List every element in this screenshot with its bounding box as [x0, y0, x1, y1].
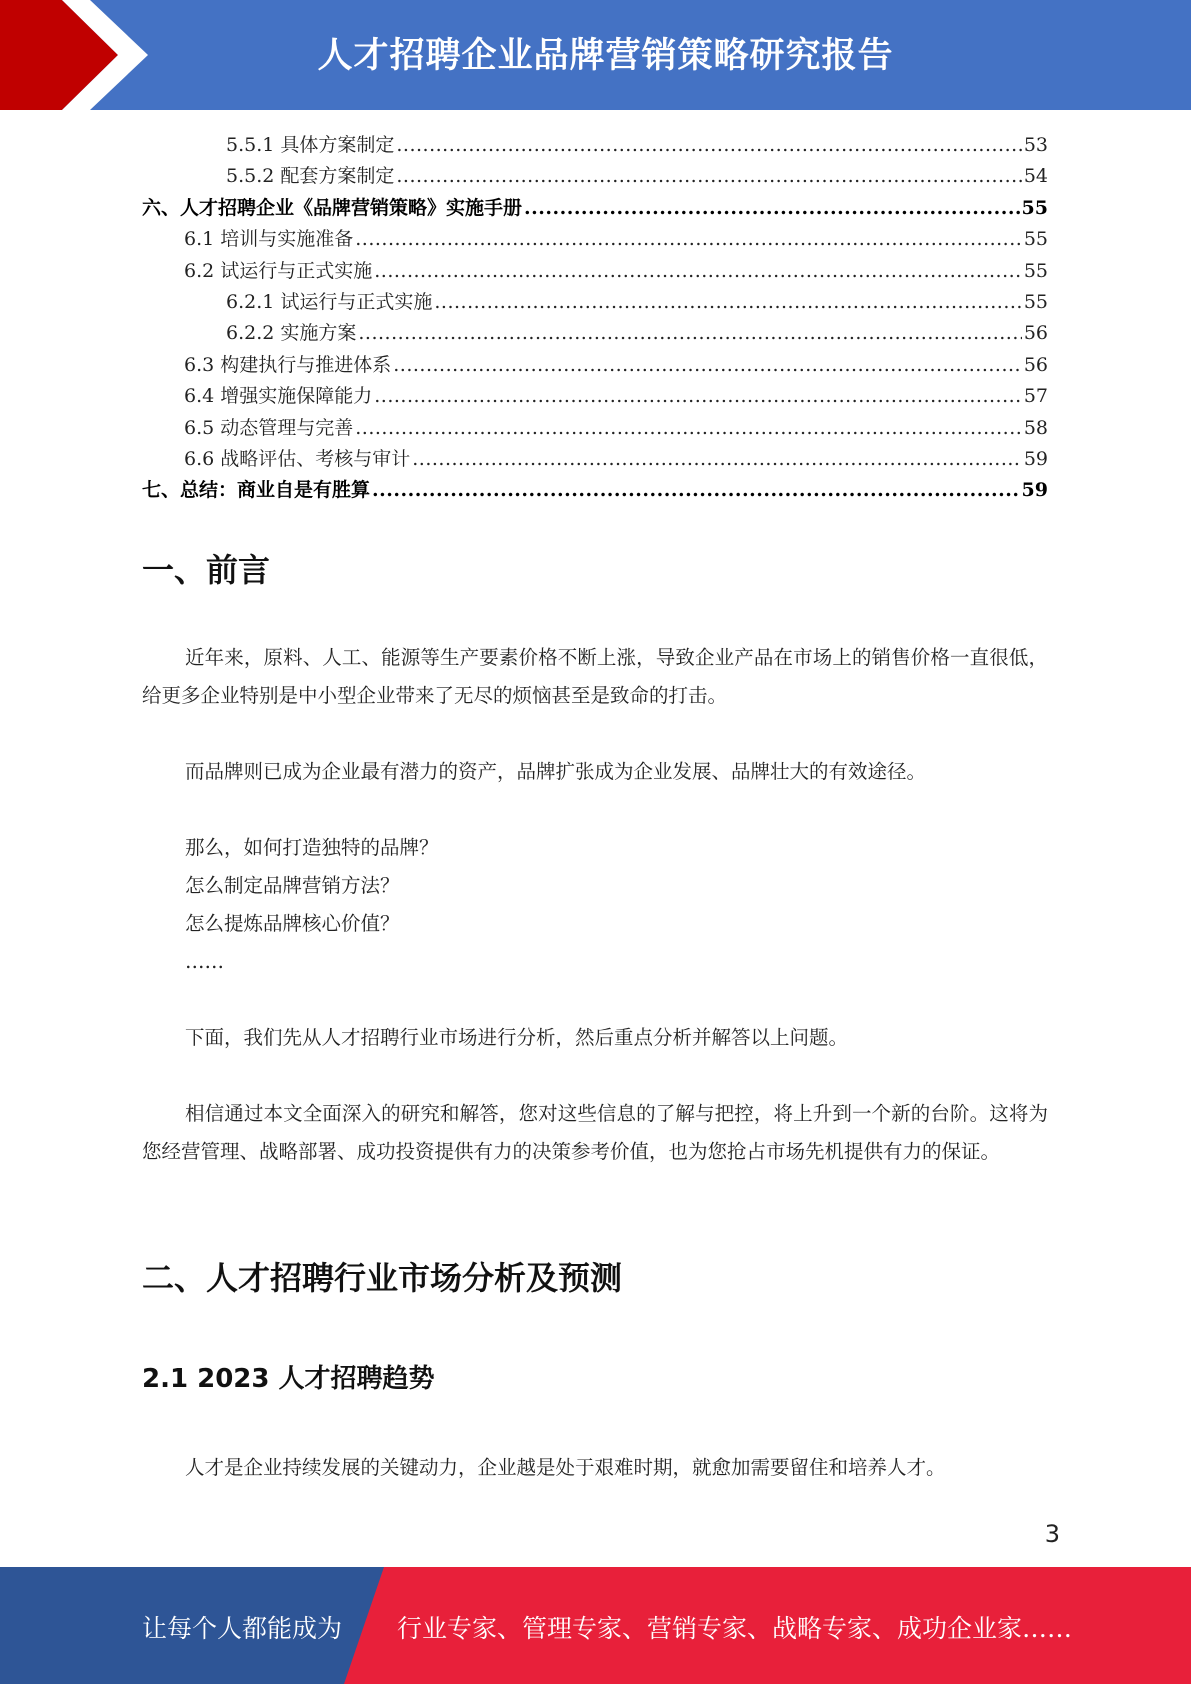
- toc-entry-page: 59: [1023, 447, 1048, 470]
- toc-entry-page: 55: [1023, 290, 1048, 313]
- toc-dot-leader: [374, 385, 1022, 407]
- toc-entry[interactable]: [142, 318, 1048, 349]
- toc-entry-title: 6.6 战略评估、考核与审计: [184, 447, 411, 470]
- toc-entry-title: 6.4 增强实施保障能力: [184, 385, 373, 408]
- page-number: 3: [1044, 1520, 1060, 1548]
- toc-entry[interactable]: [142, 130, 1048, 161]
- toc-entry-title: 6.1 培训与实施准备: [184, 228, 354, 251]
- toc-dot-leader: [396, 165, 1021, 187]
- paragraph: 近年来，原料、人工、能源等生产要素价格不断上涨，导致企业产品在市场上的销售价格一直很低，给更多企业特别是中小型企业带来了无尽的烦恼甚至是致命的打击。: [142, 646, 1048, 707]
- toc-entry-page: 55: [1023, 228, 1048, 251]
- toc-entry[interactable]: [142, 224, 1048, 255]
- question-line: 怎么制定品牌营销方法？: [185, 874, 400, 897]
- toc-entry-title: 6.2.1 试运行与正式实施: [226, 290, 433, 313]
- toc-dot-leader: [434, 291, 1021, 313]
- toc-entry-title: 六、人才招聘企业《品牌营销策略》实施手册: [142, 196, 523, 219]
- toc-dot-leader: [355, 417, 1022, 439]
- question-line: 那么，如何打造独特的品牌？: [185, 836, 439, 859]
- toc-entry[interactable]: [142, 161, 1048, 192]
- toc-dot-leader: [396, 134, 1021, 156]
- report-title: 人才招聘企业品牌营销策略研究报告: [317, 36, 894, 76]
- section-heading-market-analysis: 二、人才招聘行业市场分析及预测: [142, 1259, 623, 1297]
- toc-entry-page: 53: [1023, 134, 1048, 156]
- toc-entry[interactable]: [142, 444, 1048, 475]
- paragraph: 人才是企业持续发展的关键动力，企业越是处于艰难时期，就愈加需要留住和培养人才。: [185, 1456, 946, 1479]
- table-of-contents: [142, 130, 1048, 507]
- toc-entry[interactable]: [142, 287, 1048, 318]
- toc-entry-page: 56: [1023, 322, 1048, 345]
- toc-dot-leader: [393, 354, 1022, 376]
- toc-entry-page: 55: [1023, 259, 1048, 282]
- page-footer: [0, 1567, 1191, 1684]
- toc-entry-title: 5.5.1 具体方案制定: [226, 134, 395, 156]
- section-heading-preface: 一、前言: [142, 551, 271, 589]
- toc-entry-page: 57: [1023, 385, 1048, 408]
- toc-entry[interactable]: [142, 256, 1048, 287]
- paragraph: 相信通过本文全面深入的研究和解答，您对这些信息的了解与把控，将上升到一个新的台阶。这将为您经营管理、战略部署、成功投资提供有力的决策参考价值，也为您抢占市场先机提供有力的保证。: [142, 1102, 1048, 1163]
- toc-entry[interactable]: [142, 193, 1048, 224]
- toc-entry[interactable]: [142, 350, 1048, 381]
- toc-dot-leader: [355, 228, 1022, 250]
- footer-slogan-left: 让每个人都能成为: [142, 1614, 343, 1643]
- toc-entry-page: 59: [1021, 479, 1048, 502]
- paragraph: 而品牌则已成为企业最有潜力的资产，品牌扩张成为企业发展、品牌壮大的有效途径。: [185, 760, 927, 783]
- toc-entry[interactable]: [142, 475, 1048, 506]
- toc-entry-title: 5.5.2 配套方案制定: [226, 165, 395, 188]
- toc-dot-leader: [358, 322, 1021, 344]
- toc-dot-leader: [412, 448, 1022, 470]
- page-header: [0, 0, 1191, 110]
- toc-entry-page: 55: [1021, 196, 1048, 219]
- footer-slogan-right: 行业专家、管理专家、营销专家、战略专家、成功企业家……: [397, 1614, 1073, 1643]
- toc-dot-leader: [374, 260, 1022, 282]
- toc-entry-page: 58: [1023, 416, 1048, 439]
- subsection-heading: 2.1 2023 人才招聘趋势: [142, 1364, 435, 1394]
- toc-entry-page: 56: [1023, 353, 1048, 376]
- toc-entry-title: 6.5 动态管理与完善: [184, 416, 354, 439]
- toc-dot-leader: [372, 479, 1020, 501]
- toc-entry[interactable]: [142, 381, 1048, 412]
- toc-entry-title: 七、总结：商业自是有胜算: [142, 479, 371, 502]
- toc-dot-leader: [524, 197, 1020, 219]
- toc-entry-title: 6.2.2 实施方案: [226, 322, 357, 345]
- question-line: 怎么提炼品牌核心价值？: [185, 912, 400, 935]
- toc-entry-page: 54: [1023, 165, 1048, 188]
- ellipsis-line: ……: [185, 950, 224, 973]
- toc-entry-title: 6.2 试运行与正式实施: [184, 259, 373, 282]
- toc-entry-title: 6.3 构建执行与推进体系: [184, 353, 392, 376]
- toc-entry[interactable]: [142, 413, 1048, 444]
- paragraph: 下面，我们先从人才招聘行业市场进行分析，然后重点分析并解答以上问题。: [185, 1026, 849, 1049]
